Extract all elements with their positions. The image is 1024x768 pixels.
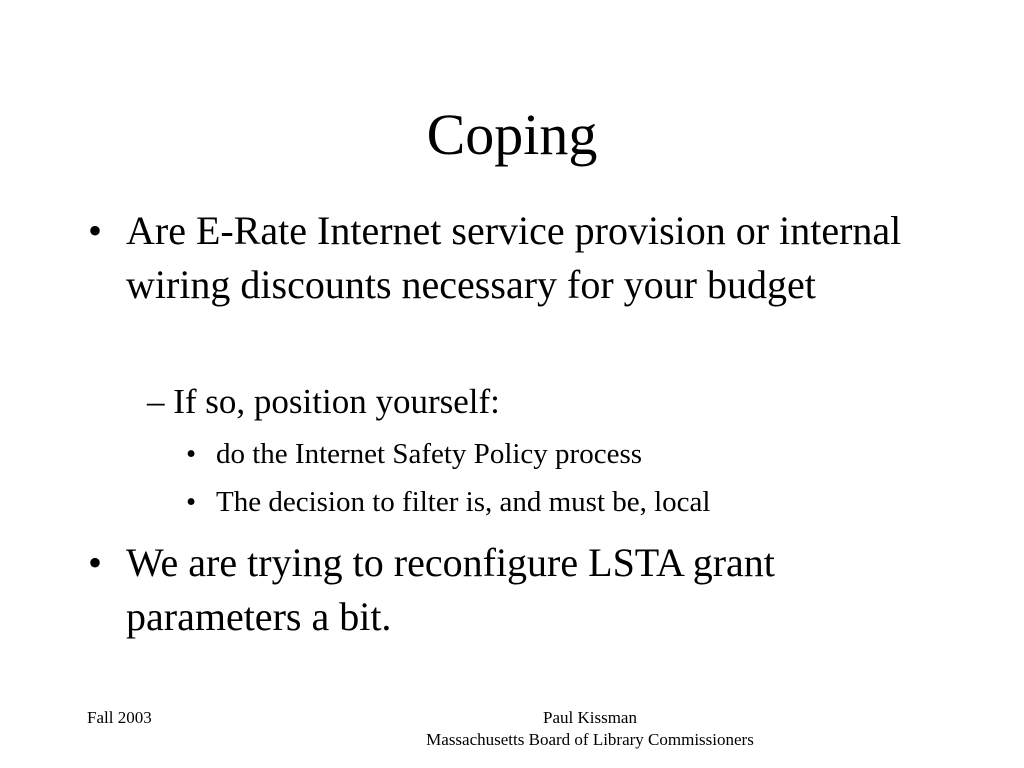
sub-bullet-text: If so, position yourself: xyxy=(173,382,500,421)
sub-sub-bullet-text-2: The decision to filter is, and must be, local xyxy=(216,486,711,518)
bullet-item-1 xyxy=(88,204,946,312)
bullet-item-2 xyxy=(88,536,946,644)
sub-sub-bullet-item-2 xyxy=(186,482,711,522)
bullet-marker: • xyxy=(88,208,103,253)
footer-date: Fall 2003 xyxy=(87,708,152,727)
bullet-text-2: We are trying to reconfigure LSTA grant parameters a bit. xyxy=(126,540,775,639)
sub-sub-bullet-item-1 xyxy=(186,434,642,474)
slide-title: Coping xyxy=(426,102,598,167)
sub-sub-bullet-text-1: do the Internet Safety Policy process xyxy=(216,438,643,470)
footer-author-name: Paul Kissman xyxy=(543,708,637,727)
bullet-text-1: Are E-Rate Internet service provision or internal wiring discounts necessary for your budget xyxy=(126,208,902,307)
footer-author xyxy=(380,707,800,751)
sub-bullet-item xyxy=(147,380,500,424)
sub-bullet-marker: – xyxy=(147,382,165,421)
footer-organization: Massachusetts Board of Library Commissioners xyxy=(426,730,754,749)
bullet-marker: • xyxy=(186,486,197,518)
bullet-marker: • xyxy=(186,438,197,470)
bullet-marker: • xyxy=(88,540,103,585)
